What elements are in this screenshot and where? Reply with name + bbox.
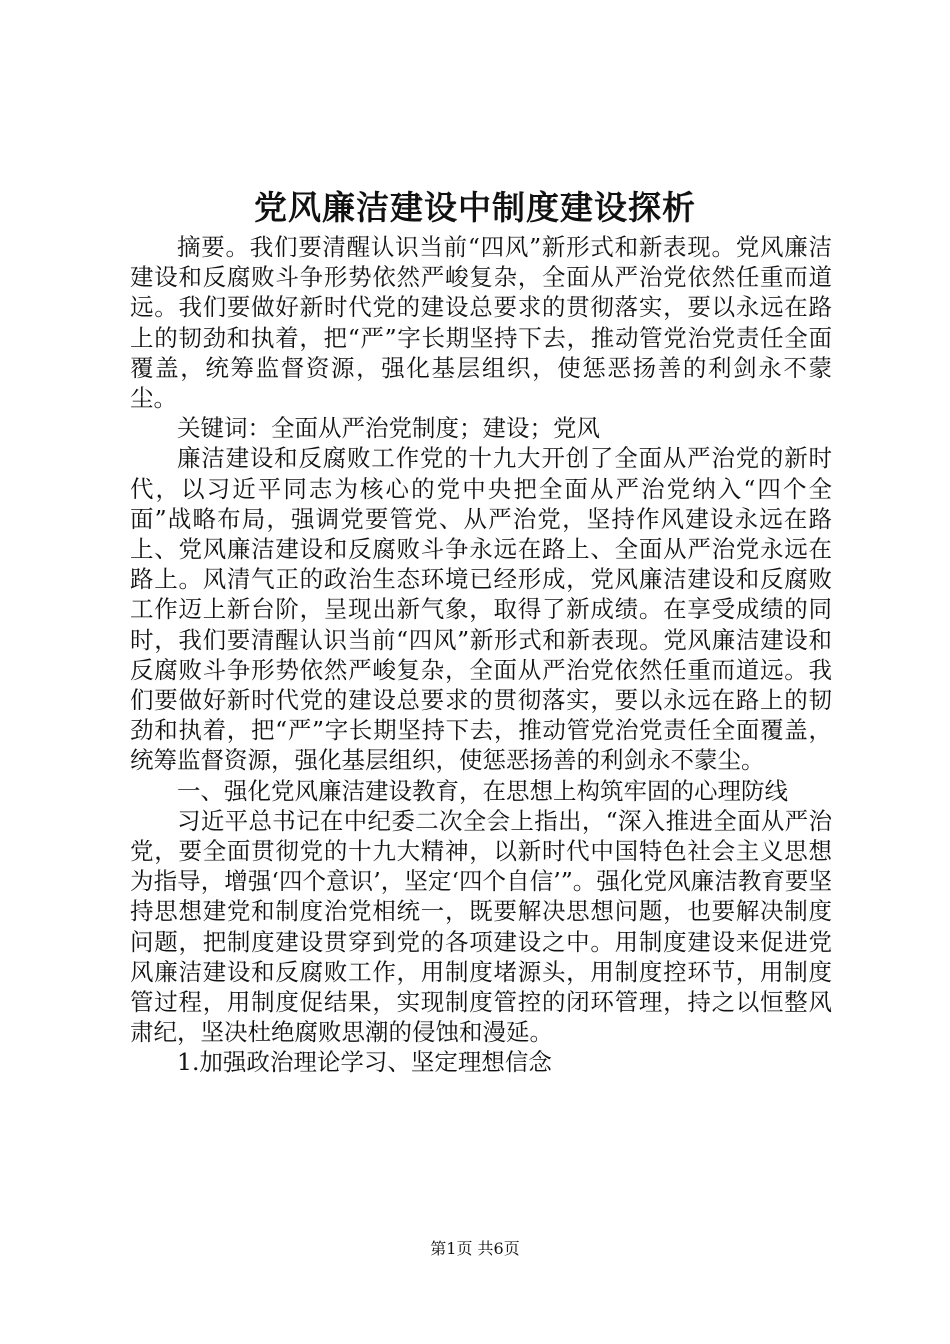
section-1-paragraph: 习近平总书记在中纪委二次全会上指出，“深入推进全面从严治党，要全面贯彻党的十九大精神，以新时代中国特色社会主义思想为指导，增强‘四个意识’，坚定‘四个自信’”。强化党风廉洁教育要坚持思想建党和制度治党相统一，既要解决思想问题，也要解决制度问题，把制度建设贯穿到党的各项建设之中。用制度建设来促进党风廉洁建设和反腐败工作，用制度堵源头，用制度控环节，用制度管过程，用制度促结果，实现制度管控的闭环管理，持之以恒整风肃纪，坚决杜绝腐败思潮的侵蚀和漫延。: [130, 806, 832, 1047]
keywords-paragraph: 关键词：全面从严治党制度；建设；党风: [177, 414, 600, 443]
document-title: 党风廉洁建设中制度建设探析: [254, 188, 696, 227]
intro-paragraph: 廉洁建设和反腐败工作党的十九大开创了全面从严治党的新时代，以习近平同志为核心的党中央把全面从严治党纳入“四个全面”战略布局，强调党要管党、从严治党，坚持作风建设永远在路上、党风廉洁建设和反腐败斗争永远在路上、全面从严治党永远在路上。风清气正的政治生态环境已经形成，党风廉洁建设和反腐败工作迈上新台阶，呈现出新气象，取得了新成绩。在享受成绩的同时，我们要清醒认识当前“四风”新形式和新表现。党风廉洁建设和反腐败斗争形势依然严峻复杂，全面从严治党依然任重而道远。我们要做好新时代党的建设总要求的贯彻落实，要以永远在路上的韧劲和执着，把“严”字长期坚持下去，推动管党治党责任全面覆盖，统筹监督资源，强化基层组织，使惩恶扬善的利剑永不蒙尘。: [130, 444, 832, 775]
subsection-heading-1: 1.加强政治理论学习、坚定理想信念: [177, 1048, 552, 1077]
abstract-paragraph: 摘要。我们要清醒认识当前“四风”新形式和新表现。党风廉洁建设和反腐败斗争形势依然严峻复杂，全面从严治党依然任重而道远。我们要做好新时代党的建设总要求的贯彻落实，要以永远在路上的韧劲和执着，把“严”字长期坚持下去，推动管党治党责任全面覆盖，统筹监督资源，强化基层组织，使惩恶扬善的利剑永不蒙尘。: [130, 233, 832, 413]
section-heading-1: 一、强化党风廉洁建设教育，在思想上构筑牢固的心理防线: [177, 776, 788, 805]
page-footer: 第1页 共6页: [430, 1239, 520, 1258]
document-body: [130, 232, 832, 1078]
